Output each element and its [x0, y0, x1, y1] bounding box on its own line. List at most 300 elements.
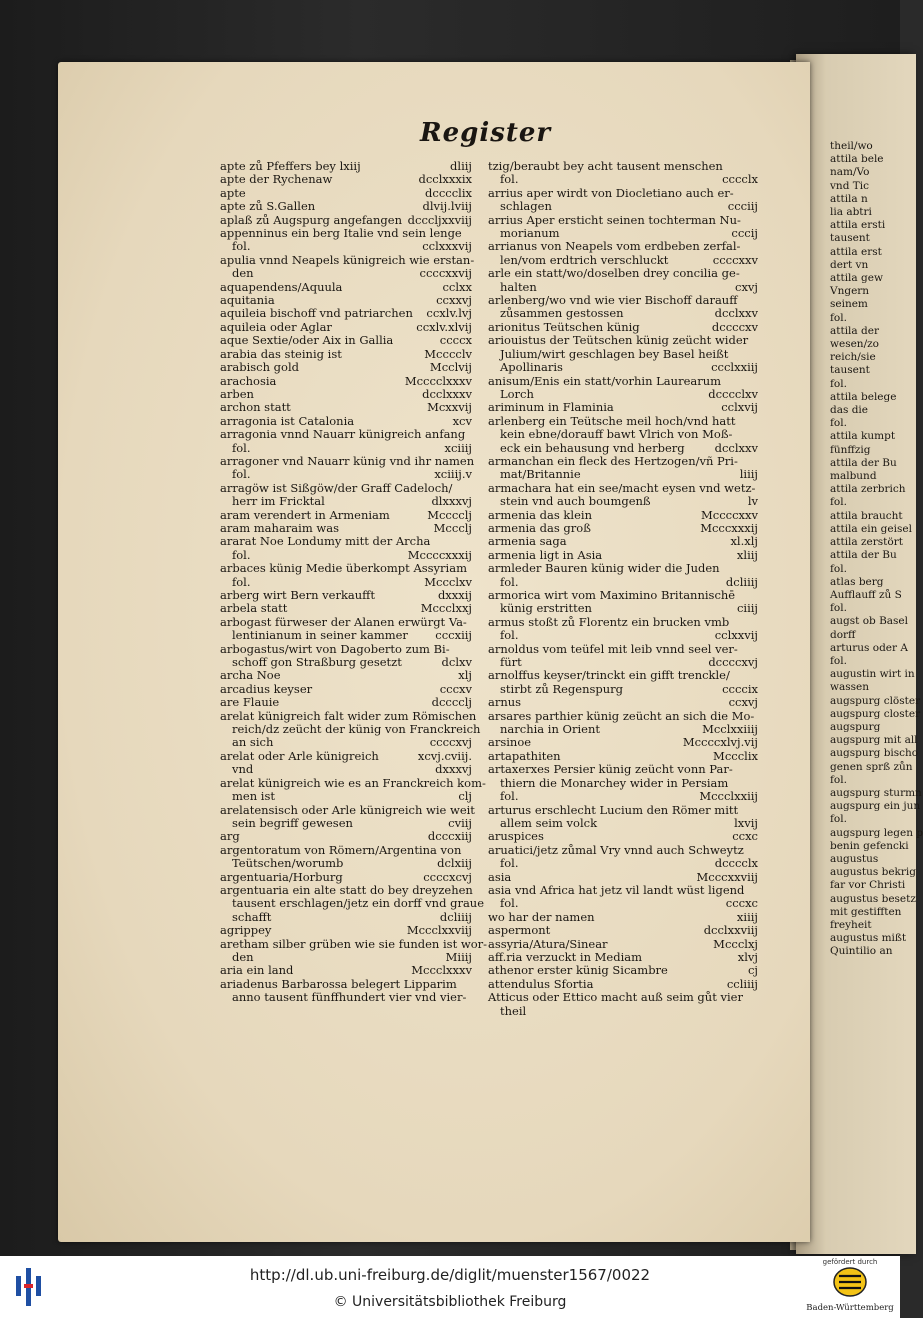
entry-folio — [754, 669, 758, 682]
register-entry — [488, 1005, 758, 1018]
facing-page-line: attila belege — [830, 390, 897, 403]
register-entry — [488, 254, 758, 267]
facing-page-line: augspurg legen p — [830, 826, 923, 839]
register-entry — [220, 683, 472, 696]
entry-text: apte zů Pfeffers bey lxiij — [220, 159, 361, 173]
entry-text: aquitania — [220, 293, 275, 308]
register-entry — [488, 200, 758, 213]
entry-folio — [754, 562, 758, 575]
entry-text: narchia in Orient — [500, 722, 600, 737]
entry-text: archa Noe — [220, 668, 281, 683]
entry-text: fol. — [232, 440, 251, 455]
facing-page-line: augspurg sturmn — [830, 786, 922, 799]
entry-text: arachosia — [220, 373, 277, 388]
entry-folio: xcv — [452, 413, 472, 428]
facing-page-line: fol. — [830, 773, 847, 786]
entry-folio: xciiij — [444, 440, 472, 455]
entry-text: tzig/beraubt bey acht tausent menschen — [488, 159, 723, 173]
entry-folio — [754, 884, 758, 897]
register-entry — [488, 522, 758, 535]
entry-folio: ccxxvj — [436, 293, 472, 308]
entry-folio — [468, 227, 472, 240]
entry-text: arsares parthier künig zeücht an sich die Mo- — [488, 708, 755, 723]
register-entry — [220, 802, 475, 817]
entry-folio: Miiij — [445, 949, 472, 964]
entry-folio: Mcccclj — [427, 507, 472, 522]
facing-page-line: fol. — [830, 813, 847, 826]
entry-folio: Mccccxlvj.vij — [682, 735, 758, 750]
facing-page-line: augspurg mit all — [830, 734, 918, 747]
entry-text: fol. — [500, 172, 519, 187]
entry-text: stein vnd auch boumgenß — [500, 494, 651, 509]
entry-folio: cclxxvij — [714, 628, 758, 643]
register-entry — [488, 428, 758, 441]
entry-folio: xliij — [736, 547, 758, 562]
register-entry — [220, 978, 472, 991]
entry-folio: Mccclxxxv — [411, 963, 472, 978]
facing-page-line: attila ein geisel — [830, 522, 912, 535]
entry-text: Teütschen/worumb — [232, 856, 344, 871]
entry-text: armachara hat ein see/macht eysen vnd wetz- — [488, 480, 756, 495]
facing-page-line: fol. — [830, 417, 847, 430]
register-entry — [220, 576, 472, 589]
register-entry — [220, 790, 472, 803]
register-entry — [488, 696, 758, 709]
facing-page-line: wassen — [830, 681, 870, 694]
entry-text: arnolffus keyser/trinckt ein gifft trenckle/ — [488, 668, 730, 683]
entry-text: armleder Bauren künig wider die Juden — [488, 561, 720, 576]
entry-text: arrianus von Neapels vom erdbeben zerfal- — [488, 239, 741, 254]
entry-text: arbogastus/wirt von Dagoberto zum Bi- — [220, 641, 450, 656]
entry-text: Apollinaris — [500, 360, 563, 375]
entry-text: apte zů S.Gallen — [220, 199, 316, 214]
register-entry — [488, 857, 758, 870]
facing-page-line: augustus mißt — [830, 932, 907, 945]
entry-text: len/vom erdtrich verschluckt — [500, 252, 669, 267]
entry-folio — [754, 294, 758, 307]
register-entry — [488, 964, 758, 977]
entry-folio — [468, 616, 472, 629]
register-column-right — [488, 160, 758, 1018]
entry-folio: dcccclxv — [708, 386, 758, 401]
facing-page-line: attila ersti — [830, 219, 886, 232]
entry-folio: Mcxxvij — [427, 400, 472, 415]
register-entry — [488, 187, 758, 200]
entry-folio: xciiij.v — [434, 467, 472, 482]
register-entry — [488, 777, 758, 790]
entry-text: arrius aper wirdt von Diocletiano auch er- — [488, 185, 734, 200]
register-entry — [220, 629, 472, 642]
entry-folio: ccccx — [439, 333, 472, 348]
entry-text: lentinianum in seiner kammer — [232, 628, 408, 643]
register-entry — [220, 348, 472, 361]
entry-folio: Mcccxxviij — [696, 869, 758, 884]
entry-text: arionitus Teütschen künig — [488, 319, 640, 334]
register-entry — [488, 736, 758, 749]
entry-text: athenor erster künig Sicambre — [488, 963, 668, 978]
facing-page-line: benin gefencki — [830, 839, 909, 852]
entry-folio: ccliiij — [726, 976, 758, 991]
facing-page-line: wesen/zo — [830, 338, 879, 351]
facing-page-line: freyheit — [830, 918, 872, 931]
register-entry — [220, 830, 472, 843]
register-entry — [220, 495, 472, 508]
entry-text: men ist — [232, 789, 275, 804]
entry-text: halten — [500, 279, 537, 294]
entry-text: arragöw ist Sißgöw/der Graff Cadeloch/ — [220, 480, 453, 495]
entry-text: fol. — [500, 789, 519, 804]
register-entry — [488, 173, 758, 186]
entry-text: armorica wirt vom Maximino Britannischē — [488, 588, 736, 602]
entry-text: arragonia ist Catalonia — [220, 413, 355, 428]
register-entry — [488, 267, 758, 280]
entry-folio: cclxx — [442, 279, 472, 294]
register-entry — [220, 187, 472, 200]
entry-text: morianum — [500, 226, 560, 241]
entry-folio — [468, 535, 472, 548]
entry-folio — [468, 844, 472, 857]
register-entry — [220, 602, 472, 615]
register-entry — [488, 790, 758, 803]
register-entry — [220, 736, 472, 749]
entry-folio: dccccxv — [711, 319, 758, 334]
entry-folio: xl.xlj — [730, 534, 758, 549]
entry-folio — [476, 710, 480, 723]
entry-text: aquileia oder Aglar — [220, 319, 332, 334]
entry-folio: ccccxxvij — [419, 266, 472, 281]
facing-page-line: fol. — [830, 602, 847, 615]
register-entry — [220, 722, 481, 737]
entry-folio: dcclxxviij — [703, 923, 758, 938]
entry-text: mat/Britannie — [500, 467, 581, 482]
entry-folio: dcclxxv — [714, 440, 758, 455]
register-entry — [220, 388, 472, 401]
register-entry — [220, 321, 472, 334]
facing-page-line: mit gestifften — [830, 905, 902, 918]
facing-page-line: augspurg bischo — [830, 747, 919, 760]
entry-text: allem seim volck — [500, 815, 598, 830]
entry-text: stirbt zů Regenspurg — [500, 681, 624, 696]
entry-folio — [480, 723, 484, 736]
register-entry — [488, 361, 758, 374]
facing-page-line: malbund — [830, 470, 877, 483]
entry-text: Julium/wirt geschlagen bey Basel heißt — [500, 346, 729, 361]
facing-page-line: fol. — [830, 654, 847, 667]
register-entry — [488, 978, 758, 991]
entry-text: appenninus ein berg Italie vnd sein lenge — [220, 226, 462, 241]
register-entry — [220, 522, 472, 535]
register-entry — [220, 896, 485, 911]
entry-folio: xlvj — [737, 949, 758, 964]
entry-folio: ccxlv.xlvij — [416, 319, 472, 334]
entry-text: schlagen — [500, 199, 552, 214]
facing-page-line: augspurg — [830, 720, 881, 733]
entry-text: thiern die Monarchey wider in Persiam — [500, 775, 729, 790]
register-entry — [220, 936, 488, 951]
entry-folio: Mcccclv — [424, 346, 472, 361]
entry-folio: Mcccclxxxv — [404, 373, 472, 388]
register-column-left — [220, 159, 488, 1005]
entry-folio — [468, 978, 472, 991]
entry-text: arsinoe — [488, 735, 532, 750]
register-entry — [488, 884, 758, 897]
facing-page-line: far vor Christi — [830, 879, 906, 892]
register-entry — [220, 817, 472, 830]
entry-folio: xiiij — [736, 909, 758, 924]
entry-folio — [474, 455, 478, 468]
entry-folio: cccclx — [722, 172, 758, 187]
entry-text: Lorch — [500, 386, 534, 401]
facing-page-line: attila zerbrich — [830, 483, 906, 496]
entry-folio: ccccxcvj — [423, 869, 472, 884]
entry-folio — [754, 348, 758, 361]
entry-folio: cccxiij — [435, 628, 472, 643]
entry-folio: dcliiij — [439, 909, 472, 924]
entry-folio: ccccxvj — [429, 735, 472, 750]
viewer-footer — [0, 1256, 900, 1318]
register-entry — [488, 589, 758, 602]
baden-wuerttemberg-logo[interactable] — [800, 1258, 900, 1318]
register-entry — [220, 415, 472, 428]
entry-text: herr im Fricktal — [232, 494, 325, 509]
entry-text: fol. — [500, 896, 519, 911]
entry-text: arbaces künig Medie überkompt Assyriam — [220, 561, 467, 576]
facing-page-line: tausent — [830, 232, 870, 245]
entry-text: vnd — [232, 762, 254, 777]
register-entry — [220, 708, 477, 723]
register-entry — [488, 938, 758, 951]
entry-text: artaxerxes Persier künig zeücht vonn Par- — [488, 762, 733, 777]
register-entry — [488, 750, 758, 763]
entry-folio: dclxiij — [437, 856, 472, 871]
entry-folio: ccccix — [722, 681, 758, 696]
entry-folio: dclxv — [441, 655, 472, 670]
entry-text: arg — [220, 829, 240, 844]
facing-page-line: attila braucht — [830, 509, 903, 522]
facing-page-line: fol. — [830, 377, 847, 390]
register-entry — [220, 643, 472, 656]
entry-folio: Mccclxxiij — [699, 789, 758, 804]
entry-text: fol. — [500, 574, 519, 589]
entry-folio — [754, 240, 758, 253]
register-entry — [488, 321, 758, 334]
register-entry — [220, 401, 472, 414]
entry-text: arcadius keyser — [220, 681, 313, 696]
facing-page-line: reich/sie — [830, 351, 876, 364]
entry-folio: lv — [747, 494, 758, 509]
entry-text: apulia vnnd Neapels künigreich wie erstan- — [220, 252, 475, 267]
facing-page-line: augustus bekrig — [830, 866, 916, 879]
entry-text: armenia das klein — [488, 507, 592, 522]
facing-page-line: das die — [830, 404, 869, 417]
entry-folio — [754, 455, 758, 468]
entry-text: arabisch gold — [220, 360, 299, 375]
entry-text: ariouistus der Teütschen künig zeücht wider — [488, 333, 749, 348]
entry-text: armenia das groß — [488, 520, 591, 535]
facing-page-line: augspurg ein jun — [830, 800, 921, 813]
entry-text: aruatici/jetz zůmal Vry vnnd auch Schweytz — [488, 842, 744, 857]
entry-folio — [754, 375, 758, 388]
register-entry — [488, 643, 758, 656]
facing-page-line: vnd Tic — [830, 179, 869, 192]
register-entry — [220, 549, 472, 562]
entry-text: arelatensisch oder Arle künigreich wie weit — [220, 802, 475, 817]
facing-page-line: attila bele — [830, 153, 884, 166]
entry-folio: dcccclx — [714, 856, 758, 871]
facing-page-line: Quintilio an — [830, 945, 893, 958]
register-entry — [488, 495, 758, 508]
register-entry — [220, 616, 472, 629]
entry-folio: dcclxxxv — [422, 386, 472, 401]
entry-text: arbela statt — [220, 601, 288, 616]
register-entry — [488, 629, 758, 642]
entry-text: armus stoßt zů Florentz ein brucken vmb — [488, 614, 730, 629]
entry-text: arabia das steinig ist — [220, 346, 342, 361]
entry-folio: dcccljxxviij — [407, 212, 472, 227]
register-entry — [220, 468, 472, 481]
facing-page-line: augustus besetz — [830, 892, 916, 905]
entry-text: wo har der namen — [488, 909, 595, 924]
entry-folio: dcclxxxix — [418, 172, 472, 187]
register-entry — [488, 562, 758, 575]
entry-text: fol. — [232, 467, 251, 482]
entry-folio: ccxvj — [728, 695, 758, 710]
entry-text: aquapendens/Aquula — [220, 279, 343, 294]
entry-text: agrippey — [220, 923, 272, 938]
entry-text: arturus erschlecht Lucium den Römer mitt — [488, 802, 739, 817]
entry-folio — [754, 643, 758, 656]
entry-text: fol. — [232, 574, 251, 589]
entry-text: armenia ligt in Asia — [488, 547, 603, 562]
entry-folio — [754, 1005, 758, 1018]
entry-folio: dcliiij — [725, 574, 758, 589]
entry-text: armenia saga — [488, 534, 567, 549]
entry-text: armanchan ein fleck des Hertzogen/vñ Pri- — [488, 453, 738, 468]
register-entry — [220, 453, 475, 468]
entry-text: an sich — [232, 735, 274, 750]
register-entry — [488, 656, 758, 669]
entry-folio: cccxv — [439, 681, 472, 696]
entry-folio: dlxxxvj — [431, 494, 472, 509]
entry-folio: ccclxxiij — [711, 360, 758, 375]
entry-folio — [475, 804, 479, 817]
bw-coat-of-arms-icon — [830, 1266, 870, 1298]
register-entry — [488, 442, 758, 455]
entry-text: theil — [500, 1003, 527, 1018]
entry-text: aruspices — [488, 829, 544, 844]
register-entry — [488, 616, 758, 629]
facing-page-line: attila kumpt — [830, 430, 896, 443]
register-entry — [488, 401, 758, 414]
entry-text: arelat oder Arle künigreich — [220, 748, 379, 763]
register-entry — [220, 924, 472, 937]
entry-folio — [754, 160, 758, 173]
facing-page-line: Vngern — [830, 285, 870, 298]
register-entry — [488, 817, 758, 830]
entry-folio — [754, 804, 758, 817]
register-entry — [220, 562, 472, 575]
facing-page-line: augustin wirt in — [830, 668, 915, 681]
facing-page-line: attila der Bu — [830, 549, 897, 562]
entry-folio: lxvij — [734, 815, 758, 830]
entry-text: artapathiten — [488, 748, 561, 763]
entry-text: schoff gon Straßburg gesetzt — [232, 655, 402, 670]
entry-folio — [468, 562, 472, 575]
register-entry — [220, 214, 472, 227]
entry-folio: Mccclj — [433, 520, 472, 535]
entry-folio: Mccclxxj — [420, 601, 472, 616]
register-entry — [488, 415, 758, 428]
register-entry — [220, 240, 472, 253]
entry-folio: Mccccxxv — [700, 507, 758, 522]
entry-text: asia — [488, 869, 512, 884]
register-entry — [488, 911, 758, 924]
register-entry — [488, 240, 758, 253]
sponsor-name: Baden-Württemberg — [806, 1303, 894, 1313]
entry-folio: Mccclxv — [424, 574, 472, 589]
entry-text: arlenberg ein Teütsche meil hoch/vnd hatt — [488, 413, 736, 428]
entry-folio: cviij — [448, 815, 472, 830]
register-entry — [220, 482, 472, 495]
entry-folio: clj — [458, 789, 472, 804]
facing-page-line: fol. — [830, 562, 847, 575]
entry-folio: ccxlv.lvj — [426, 306, 472, 321]
facing-page-line: attila erst — [830, 245, 882, 258]
facing-page-line: theil/wo — [830, 140, 873, 152]
entry-folio — [754, 991, 758, 1004]
sponsor-label: gefördert durch — [822, 1258, 878, 1266]
register-entry — [488, 482, 758, 495]
entry-folio: xcvj.cviij. — [417, 748, 472, 763]
facing-page-line: fol. — [830, 496, 847, 509]
register-entry — [488, 455, 758, 468]
facing-page-line: augst ob Basel — [830, 615, 909, 628]
register-entry — [220, 307, 472, 320]
register-entry — [220, 951, 472, 964]
entry-folio — [468, 428, 472, 441]
entry-folio — [468, 991, 472, 1004]
entry-text: schafft — [232, 909, 272, 924]
entry-folio — [754, 187, 758, 200]
entry-folio — [473, 884, 477, 897]
entry-folio — [754, 589, 758, 602]
register-entry — [488, 509, 758, 522]
entry-text: are Flauie — [220, 695, 280, 710]
entry-folio — [468, 482, 472, 495]
entry-folio: cclxvij — [721, 400, 758, 415]
entry-text: arnoldus vom teüfel mit leib vnnd seel ver- — [488, 641, 738, 656]
entry-folio — [754, 267, 758, 280]
entry-text: assyria/Atura/Sinear — [488, 936, 608, 951]
entry-text: aram maharaim was — [220, 520, 339, 535]
entry-text: zůsammen gestossen — [500, 306, 624, 321]
entry-text: den — [232, 266, 254, 281]
entry-text: arle ein statt/wo/doselben drey concilia ge- — [488, 266, 740, 281]
entry-text: aria ein land — [220, 963, 294, 978]
register-entry — [220, 428, 472, 441]
copyright-notice: © Universitätsbibliothek Freiburg — [333, 1294, 567, 1310]
document-url[interactable]: http://dl.ub.uni-freiburg.de/diglit/muenster1567/0022 — [249, 1266, 651, 1284]
register-entry — [488, 576, 758, 589]
entry-folio — [754, 710, 758, 723]
entry-text: arberg wirt Bern verkaufft — [220, 588, 375, 602]
entry-folio — [754, 763, 758, 776]
entry-text: asia vnd Africa hat jetz vil landt wüst ligend — [488, 882, 745, 897]
register-entry — [488, 227, 758, 240]
register-entry — [488, 375, 758, 388]
facing-page-line: lia abtri — [830, 206, 872, 219]
register-entry — [220, 844, 472, 857]
